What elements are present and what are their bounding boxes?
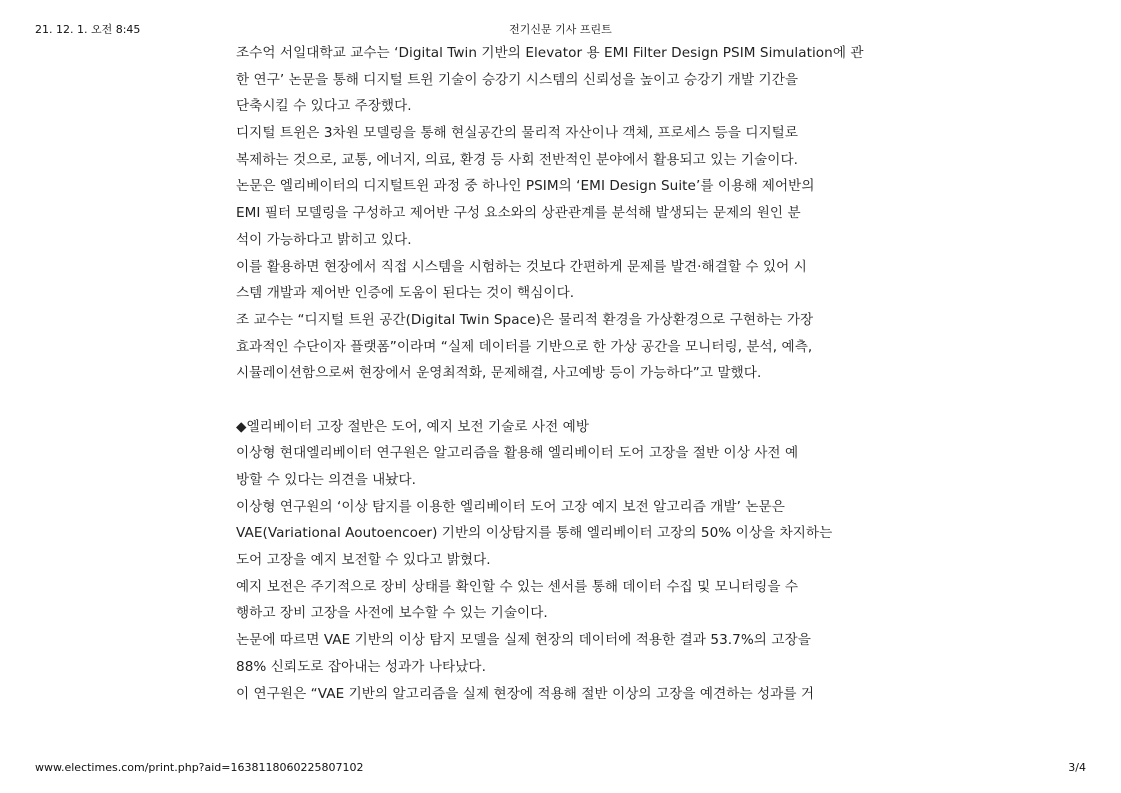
- print-datetime: 21. 12. 1. 오전 8:45: [35, 23, 141, 36]
- article-line: VAE(Variational Aoutoencoer) 기반의 이상탐지를 통해 엘리베이터 고장의 50% 이상을 차지하는: [236, 525, 833, 542]
- article-line: 논문은 엘리베이터의 디지털트윈 과정 중 하나인 PSIM의 ‘EMI Design Suite’를 이용해 제어반의: [236, 178, 815, 195]
- article-line: 조수억 서일대학교 교수는 ‘Digital Twin 기반의 Elevator 용 EMI Filter Design PSIM Simulation에 관: [236, 45, 864, 61]
- article-line: 디지털 트윈은 3차원 모델링을 통해 현실공간의 물리적 자산이나 객체, 프로세스 등을 디지털로: [236, 125, 799, 142]
- article-line: 조 교수는 “디지털 트윈 공간(Digital Twin Space)은 물리적 환경을 가상환경으로 구현하는 가장: [236, 311, 814, 328]
- article-line: 도어 고장을 예지 보전할 수 있다고 밝혔다.: [236, 552, 491, 569]
- paragraph-spacer: [236, 387, 896, 414]
- article-line: 행하고 장비 고장을 사전에 보수할 수 있는 기술이다.: [236, 605, 548, 622]
- article-line: EMI 필터 모델링을 구성하고 제어반 구성 요소와의 상관관계를 분석해 발생되는 문제의 원인 분: [236, 205, 801, 222]
- print-page-number: 3/4: [1068, 761, 1086, 774]
- article-line: 석이 가능하다고 밝히고 있다.: [236, 231, 412, 248]
- article-line: 논문에 따르면 VAE 기반의 이상 탐지 모델을 실제 현장의 데이터에 적용한 결과 53.7%의 고장을: [236, 632, 811, 649]
- print-source-url: www.electimes.com/print.php?aid=1638118060225807102: [35, 761, 364, 774]
- article-line: 예지 보전은 주기적으로 장비 상태를 확인할 수 있는 센서를 통해 데이터 수집 및 모니터링을 수: [236, 578, 799, 595]
- article-line: 효과적인 수단이자 플랫폼”이라며 “실제 데이터를 기반으로 한 가상 공간을 모니터링, 분석, 예측,: [236, 338, 813, 355]
- article-line: 이를 활용하면 현장에서 직접 시스템을 시험하는 것보다 간편하게 문제를 발견·해결할 수 있어 시: [236, 258, 807, 275]
- article-line: 복제하는 것으로, 교통, 에너지, 의료, 환경 등 사회 전반적인 분야에서 활용되고 있는 기술이다.: [236, 151, 799, 168]
- article-line: 한 연구’ 논문을 통해 디지털 트윈 기술이 승강기 시스템의 신뢰성을 높이고 승강기 개발 기간을: [236, 71, 799, 88]
- article-line: 이상형 현대엘리베이터 연구원은 알고리즘을 활용해 엘리베이터 도어 고장을 절반 이상 사전 예: [236, 445, 799, 462]
- article-line: 이상형 연구원의 ‘이상 탐지를 이용한 엘리베이터 도어 고장 예지 보전 알고리즘 개발’ 논문은: [236, 498, 785, 515]
- article-line: 88% 신뢰도로 잡아내는 성과가 나타났다.: [236, 658, 486, 675]
- article-line: 방할 수 있다는 의견을 내놨다.: [236, 472, 417, 488]
- section-subheading: ◆엘리베이터 고장 절반은 도어, 예지 보전 기술로 사전 예방: [236, 418, 590, 435]
- article-line: 시뮬레이션함으로써 현장에서 운영최적화, 문제해결, 사고예방 등이 가능하다”고 말했다.: [236, 365, 762, 382]
- article-body: [236, 40, 896, 707]
- article-line: 스템 개발과 제어반 인증에 도움이 된다는 것이 핵심이다.: [236, 285, 575, 302]
- article-line: 이 연구원은 “VAE 기반의 알고리즘을 실제 현장에 적용해 절반 이상의 고장을 예견하는 성과를 거: [236, 685, 815, 702]
- article-line: 단축시킬 수 있다고 주장했다.: [236, 98, 412, 115]
- print-page-title: 전기신문 기사 프린트: [509, 23, 612, 36]
